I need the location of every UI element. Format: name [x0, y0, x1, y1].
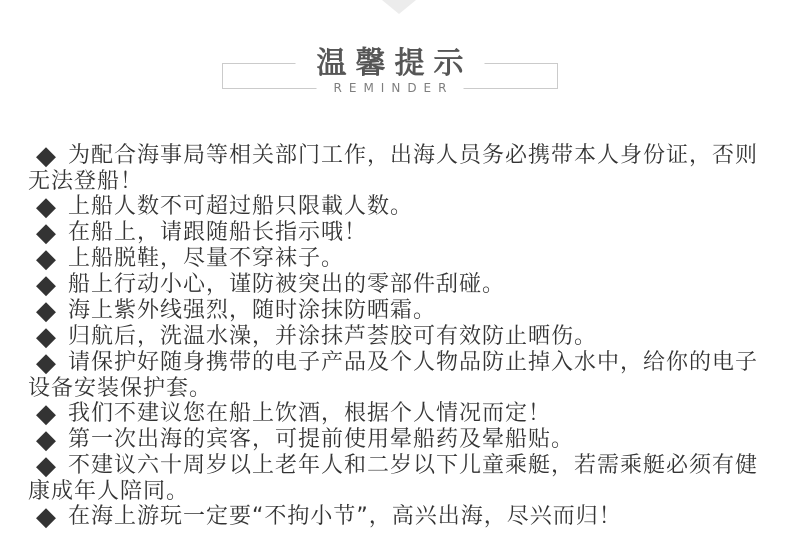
notice-item-text: 归航后，洗温水澡，并涂抹芦荟胶可有效防止晒伤。 — [68, 324, 598, 349]
notice-item — [28, 401, 776, 427]
diamond-bullet-icon: ◆ — [36, 218, 56, 248]
notice-item-text: 第一次出海的宾客，可提前使用晕船药及晕船贴。 — [68, 427, 575, 452]
notice-item-text: 在船上，请跟随船长指示哦！ — [68, 220, 368, 245]
diamond-bullet-icon: ◆ — [36, 451, 56, 481]
notice-item — [28, 143, 776, 194]
notice-item — [28, 272, 776, 298]
notice-item — [28, 453, 776, 504]
notice-item — [28, 427, 776, 453]
diamond-bullet-icon: ◆ — [36, 322, 56, 352]
top-diamond-icon — [382, 0, 416, 14]
diamond-bullet-icon: ◆ — [36, 296, 56, 326]
diamond-bullet-icon: ◆ — [36, 348, 56, 378]
notice-item-text: 海上紫外线强烈，随时涂抹防晒霜。 — [68, 298, 437, 323]
diamond-bullet-icon: ◆ — [36, 192, 56, 222]
notice-item-text: 船上行动小心，谨防被突出的零部件刮碰。 — [68, 272, 506, 297]
notice-item — [28, 350, 776, 401]
notice-item-text: 上船脱鞋，尽量不穿袜子。 — [68, 246, 345, 271]
diamond-bullet-icon: ◆ — [36, 502, 56, 532]
notice-item-text: 为配合海事局等相关部门工作，出海人员务必携带本人身份证，否则无法登船！ — [28, 143, 759, 194]
notice-item-text: 上船人数不可超过船只限載人数。 — [68, 194, 414, 219]
diamond-bullet-icon: ◆ — [36, 141, 56, 171]
notice-item — [28, 504, 776, 530]
notice-list — [28, 143, 776, 530]
diamond-bullet-icon: ◆ — [36, 270, 56, 300]
page-title: 温馨提示 — [296, 47, 485, 81]
notice-item-text: 在海上游玩一定要“不拘小节”，高兴出海，尽兴而归！ — [68, 504, 622, 529]
diamond-bullet-icon: ◆ — [36, 425, 56, 455]
notice-item-text: 我们不建议您在船上饮酒，根据个人情况而定！ — [68, 401, 552, 426]
notice-item — [28, 246, 776, 272]
notice-item — [28, 220, 776, 246]
notice-item-text: 请保护好随身携带的电子产品及个人物品防止掉入水中，给你的电子设备安装保护套。 — [28, 350, 759, 401]
notice-item-text: 不建议六十周岁以上老年人和二岁以下儿童乘艇，若需乘艇必须有健康成年人陪同。 — [28, 453, 759, 504]
notice-item — [28, 298, 776, 324]
notice-item — [28, 194, 776, 220]
diamond-bullet-icon: ◆ — [36, 399, 56, 429]
page-subtitle: REMINDER — [317, 81, 464, 95]
title-frame — [222, 46, 558, 95]
diamond-bullet-icon: ◆ — [36, 244, 56, 274]
notice-item — [28, 324, 776, 350]
